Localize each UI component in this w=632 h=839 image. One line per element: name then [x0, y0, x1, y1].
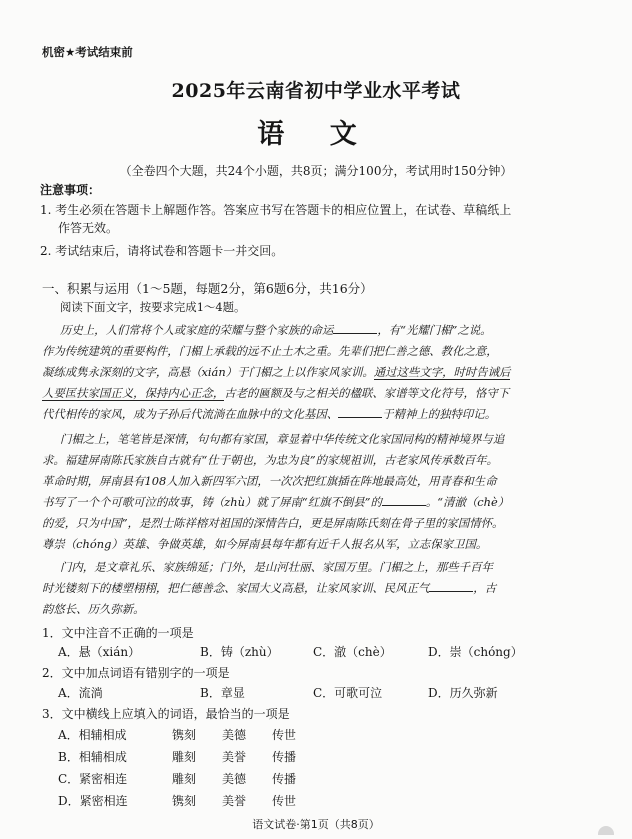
- section-instruction: 阅读下面文字，按要求完成1～4题。: [60, 300, 246, 314]
- q2-option-c: C．可歌可泣: [313, 686, 383, 700]
- q3-a-word-3: 美德: [222, 728, 247, 742]
- question-3-stem: 3．文中横线上应填入的词语，最恰当的一项是: [42, 707, 290, 721]
- notice-item-1: 1. 考生必须在答题卡上解题作答。答案应书写在答题卡的相应位置上，在试卷、草稿纸上: [40, 203, 512, 217]
- q3-b-word-2: 雕刻: [172, 750, 197, 764]
- q3-d-word-3: 美誉: [222, 794, 247, 808]
- q3-c-word-3: 美德: [222, 772, 247, 786]
- question-1-stem: 1．文中注音不正确的一项是: [42, 626, 194, 640]
- notice-heading: 注意事项：: [40, 183, 101, 197]
- q3-b-word-4: 传播: [272, 750, 297, 764]
- q1-option-d: D．崇（chóng）: [428, 645, 523, 659]
- q3-option-d: D．紧密相连: [58, 794, 128, 808]
- p3-line-1: 门内，是文章礼乐、家族绵延；门外，是山河壮丽、家国万里。门楣之上，那些千百年: [60, 560, 493, 574]
- confidential-label: 机密★考试结束前: [42, 45, 133, 59]
- q3-b-word-3: 美誉: [222, 750, 247, 764]
- q1-option-c: C．澈（chè）: [313, 645, 392, 659]
- p2-line-2: 求。福建屏南陈氏家族自古就有“仕于朝也，为忠为良”的家规祖训，古老家风传承数百年。: [42, 453, 498, 467]
- p2-line-3: 革命时期，屏南县有108人加入新四军六团，一次次把红旗插在阵地最高处，用青春和生命: [42, 474, 497, 488]
- notice-item-1-cont: 作答无效。: [58, 221, 119, 235]
- subject-title: 语 文: [257, 119, 375, 150]
- p2-line-4: 书写了一个个可歌可泣的故事，铸（zhù）就了屏南“红旗不倒县”的 。“清澈（chè）: [42, 495, 510, 509]
- question-2-stem: 2．文中加点词语有错别字的一项是: [42, 666, 230, 680]
- p1-line-1: 历史上，人们常将个人或家庭的荣耀与整个家族的命运 ，有“光耀门楣”之说。: [60, 323, 492, 337]
- notice-item-2: 2. 考试结束后，请将试卷和答题卡一并交回。: [40, 244, 284, 258]
- q3-d-word-4: 传世: [272, 794, 297, 808]
- p2-line-5: 的爱，只为中国”，是烈士陈祥榕对祖国的深情告白，更是屏南陈氏刻在骨子里的家国情怀。: [42, 516, 504, 530]
- corner-mark: [598, 826, 614, 835]
- blank-1: [333, 322, 377, 334]
- q3-d-word-2: 镌刻: [172, 794, 197, 808]
- q3-option-b: B．相辅相成: [58, 750, 127, 764]
- blank-4: [429, 580, 473, 592]
- section-heading: 一、积累与运用（1～5题，每题2分，第6题6分，共16分）: [42, 281, 373, 296]
- q3-a-word-2: 镌刻: [172, 728, 197, 742]
- blank-3: [382, 494, 426, 506]
- q2-option-a: A．流淌: [58, 686, 103, 700]
- blank-2: [338, 406, 382, 418]
- q3-c-word-2: 雕刻: [172, 772, 197, 786]
- q1-option-a: A．悬（xián）: [58, 645, 141, 659]
- page-footer: 语文试卷·第1页（共8页）: [252, 818, 380, 831]
- p3-line-3: 韵悠长、历久弥新。: [42, 602, 145, 616]
- q3-a-word-4: 传世: [272, 728, 297, 742]
- q1-option-b: B．铸（zhù）: [200, 645, 279, 659]
- q3-c-word-4: 传播: [272, 772, 297, 786]
- q3-option-c: C．紧密相连: [58, 772, 128, 786]
- q3-option-a: A．相辅相成: [58, 728, 127, 742]
- p1-line-4: 人要匡扶家国正义，保持内心正念，古老的匾额及与之相关的楹联、家谱等文化符号，恪守下: [42, 386, 510, 400]
- q2-option-d: D．历久弥新: [428, 686, 498, 700]
- p1-line-2: 作为传统建筑的重要构件，门楣上承载的远不止土木之重。先辈们把仁善之德、教化之意，: [42, 344, 498, 358]
- p2-line-6: 尊崇（chóng）英雄、争做英雄，如今屏南县每年都有近千人报名从军，立志保家卫国。: [42, 537, 488, 551]
- exam-title: 2025年云南省初中学业水平考试: [171, 80, 461, 102]
- p3-line-2: 时光镂刻下的楼塑栩栩，把仁德善念、家国大义高悬，让家风家训、民风正气 ，古: [42, 581, 497, 595]
- exam-info: （全卷四个大题，共24个小题，共8页；满分100分，考试用时150分钟）: [119, 164, 513, 178]
- q2-option-b: B．章显: [200, 686, 245, 700]
- p1-line-5: 代代相传的家风，成为子孙后代流淌在血脉中的文化基因、 于精神上的独特印记。: [42, 407, 497, 421]
- p1-line-3: 凝练成隽永深刻的文字，高悬（xián）于门楣之上以作家风家训。通过这些文字，时时告诫后: [42, 365, 511, 379]
- p2-line-1: 门楣之上，笔笔皆是深情，句句都有家国，章显着中华传统文化家国同构的精神境界与追: [60, 432, 505, 446]
